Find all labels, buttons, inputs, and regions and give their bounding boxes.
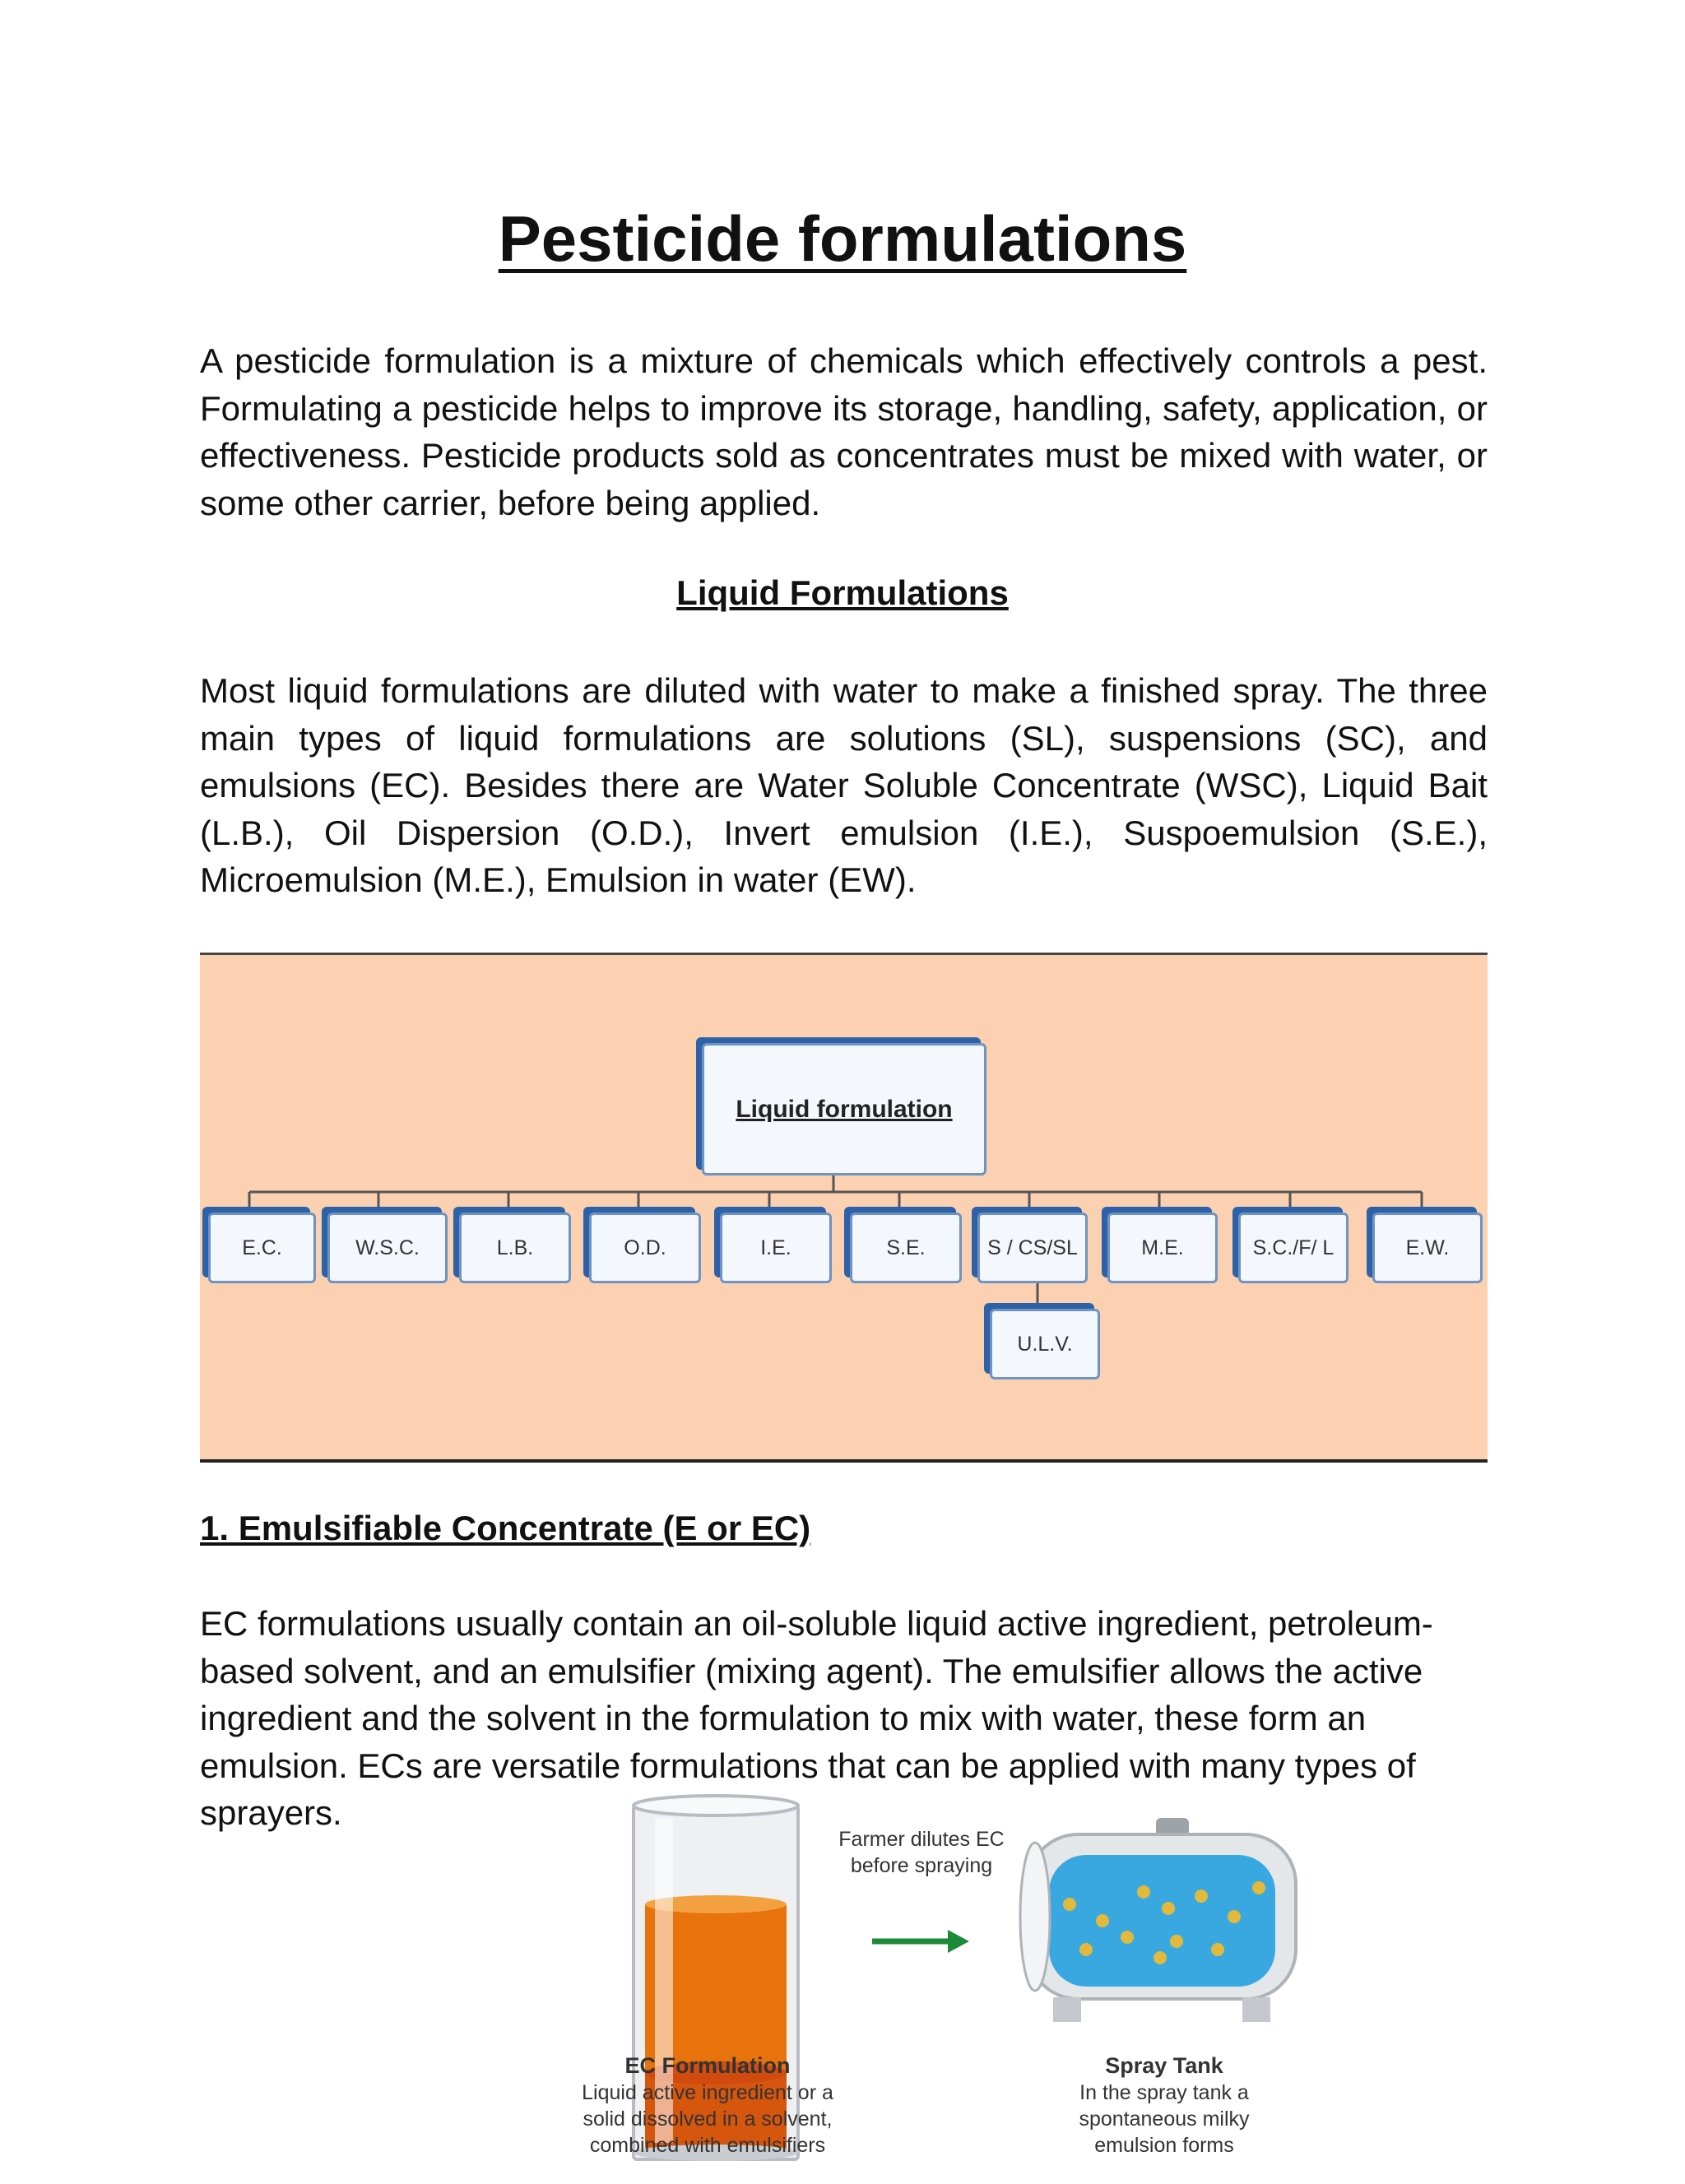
diagram-node-lb: L.B. [459, 1213, 571, 1283]
ec-formulation-description: Liquid active ingredient or a solid dissolved in a solvent, combined with emulsifiers [582, 2081, 833, 2157]
spray-tank-description: In the spray tank a spontaneous milky emulsion forms [1079, 2081, 1250, 2157]
spray-tank-caption [1061, 2052, 1267, 2158]
diagram-node-se: S.E. [850, 1213, 962, 1283]
section-1-paragraph: EC formulations usually contain an oil-soluble liquid active ingredient, petroleum-based solvent, and an emulsifier (mixing agent). The emulsifier allows the active ingredient and the solvent in the formulation to mix with water, these form an emulsion. ECs are versatile formulations that can be applied with many types of sprayers. [200, 1604, 1433, 1832]
diagram-node-ie: I.E. [720, 1213, 832, 1283]
diagram-node-sc-f-l: S.C./F/ L [1238, 1213, 1348, 1283]
liquid-formulation-diagram [200, 953, 1488, 1463]
section-1-heading: 1. Emulsifiable Concentrate (E or EC) [200, 1509, 811, 1547]
arrow-right-icon [872, 1930, 969, 1953]
ec-formulation-caption [576, 2052, 839, 2158]
diagram-node-ulv: U.L.V. [990, 1309, 1100, 1379]
diagram-node-od: O.D. [589, 1213, 701, 1283]
diagram-node-wsc: W.S.C. [327, 1213, 448, 1283]
intro-paragraph: A pesticide formulation is a mixture of chemicals which effectively controls a pest. Formulating a pesticide helps to improve its storage, handling, safety, application, or effectiveness. Pesticide products sold as concentrates must be mixed with water, or some other carrier, before being applied. [200, 341, 1488, 522]
page-title: Pesticide formulations [498, 202, 1187, 275]
diagram-node-me: M.E. [1107, 1213, 1218, 1283]
diagram-node-s-cs-sl: S / CS/SL [977, 1213, 1088, 1283]
spray-tank-title: Spray Tank [1105, 2053, 1223, 2078]
diagram-node-ec: E.C. [208, 1213, 316, 1283]
liquid-formulations-heading: Liquid Formulations [676, 573, 1009, 612]
liquid-formulations-paragraph: Most liquid formulations are diluted with water to make a finished spray. The three main types of liquid formulations are solutions (SL), suspensions (SC), and emulsions (EC). Besides there are Water Soluble Concentrate (WSC), Liquid Bait (L.B.), Oil Dispersion (O.D.), Invert emulsion (I.E.), Suspoemulsion (S.E.), Microemulsion (M.E.), Emulsion in water (EW). [200, 671, 1488, 899]
diagram-connectors [200, 955, 1488, 1459]
arrow-label: Farmer dilutes EC before spraying [838, 1828, 1005, 1877]
ec-illustration [576, 1785, 1316, 2180]
diagram-root-node: Liquid formulation [702, 1043, 986, 1175]
diagram-node-ew: E.W. [1372, 1213, 1483, 1283]
spray-tank-icon [1020, 1818, 1296, 2022]
ec-formulation-title: EC Formulation [624, 2053, 791, 2078]
